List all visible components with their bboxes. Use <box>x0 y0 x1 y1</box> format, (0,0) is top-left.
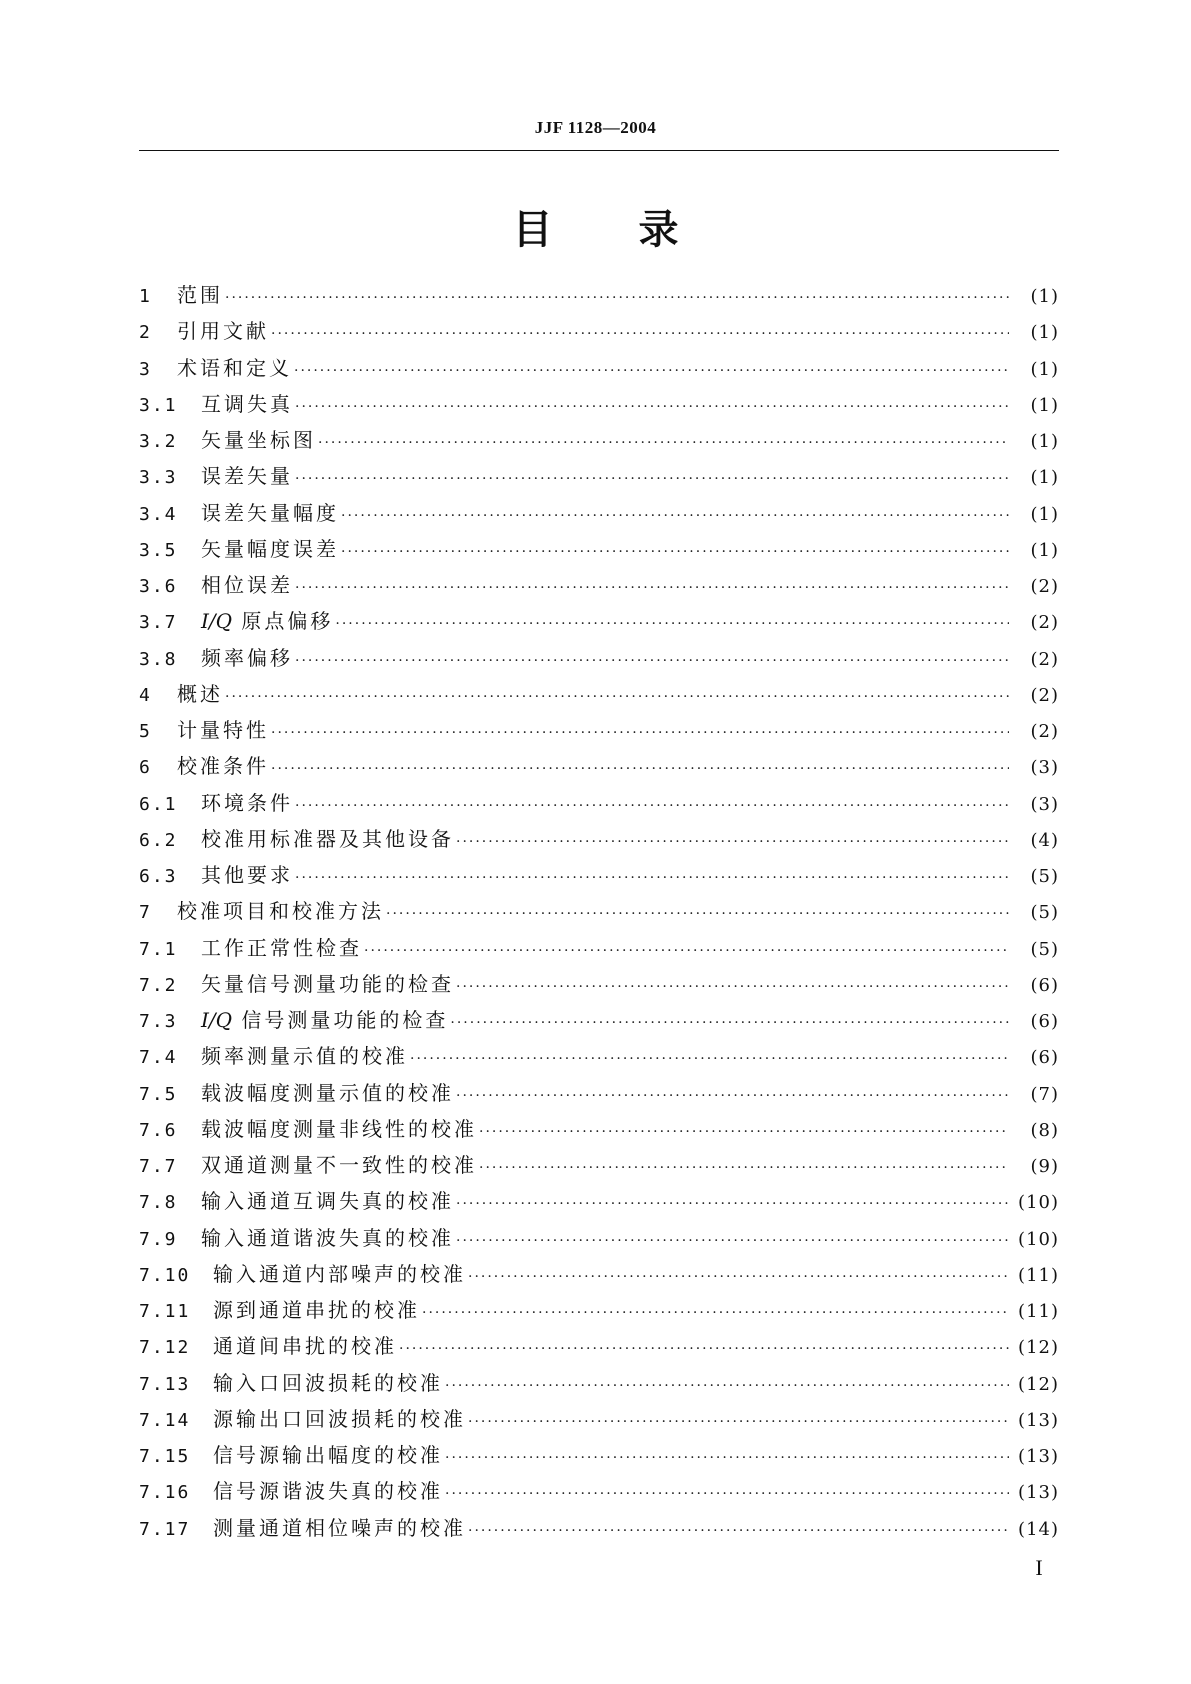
toc-entry-title: 其他要求 <box>201 863 293 887</box>
toc-entry[interactable] <box>139 1510 1059 1546</box>
toc-entry-page: (2) <box>1030 576 1059 597</box>
toc-entry-title: 载波幅度测量示值的校准 <box>201 1080 454 1105</box>
page-folio: I <box>1035 1555 1043 1580</box>
toc-entry[interactable] <box>139 1147 1059 1183</box>
toc-entry-number: 3.5 <box>139 539 178 561</box>
toc-entry-number: 6.2 <box>139 829 178 851</box>
toc-entry-page: (5) <box>1030 938 1059 960</box>
toc-entry[interactable] <box>139 1437 1059 1473</box>
toc-entry-title: 矢量幅度误差 <box>201 536 339 561</box>
toc-entry-page: (4) <box>1030 829 1059 851</box>
toc-entry[interactable] <box>139 676 1059 712</box>
toc-entry[interactable] <box>139 1183 1059 1219</box>
toc-dot-leader <box>386 896 1009 932</box>
toc-entry-title: 信号源输出幅度的校准 <box>213 1443 443 1467</box>
toc-entry-number: 3.1 <box>139 394 178 416</box>
toc-entry-page: (1) <box>1030 394 1059 416</box>
toc-entry-title: 误差矢量 <box>201 464 293 489</box>
toc-entry-title: 矢量信号测量功能的检查 <box>201 971 454 996</box>
toc-dot-leader <box>456 1186 1009 1222</box>
toc-entry-title: 源到通道串扰的校准 <box>213 1298 420 1322</box>
toc-entry-page: (13) <box>1018 1409 1059 1431</box>
toc-dot-leader <box>271 316 1009 352</box>
toc-entry[interactable] <box>139 422 1059 458</box>
toc-entry-page: (7) <box>1030 1083 1059 1105</box>
toc-entry[interactable] <box>139 1365 1059 1401</box>
toc-entry-title: 输入通道内部噪声的校准 <box>213 1261 466 1286</box>
toc-entry-page: (1) <box>1030 322 1059 344</box>
toc-entry-title: 相位误差 <box>201 573 293 597</box>
toc-entry-title: 双通道测量不一致性的校准 <box>201 1153 477 1177</box>
toc-entry[interactable] <box>139 1328 1059 1364</box>
toc-entry[interactable] <box>139 785 1059 821</box>
toc-entry-title-italic: I/Q <box>201 609 233 634</box>
toc-entry-title: 输入通道互调失真的校准 <box>201 1189 454 1214</box>
toc-entry-page: (1) <box>1030 503 1059 525</box>
toc-entry[interactable] <box>139 1292 1059 1328</box>
toc-entry-page: (12) <box>1018 1373 1059 1395</box>
toc-entry-title: 频率测量示值的校准 <box>201 1044 408 1069</box>
toc-entry-page: (11) <box>1018 1264 1059 1286</box>
toc-dot-leader <box>341 534 1009 570</box>
toc-entry[interactable] <box>139 930 1059 966</box>
toc-entry-title <box>201 603 333 639</box>
toc-entry-page: (1) <box>1030 467 1059 489</box>
toc-entry[interactable] <box>139 966 1059 1002</box>
toc-entry-title-italic: I/Q <box>201 1008 233 1032</box>
toc-dot-leader <box>335 606 1009 642</box>
toc-entry-page: (6) <box>1030 974 1059 996</box>
toc-entry[interactable] <box>139 1038 1059 1074</box>
toc-entry-number: 5 <box>139 721 152 742</box>
toc-entry-page: (1) <box>1030 539 1059 561</box>
toc-entry-title: 矢量坐标图 <box>201 428 316 452</box>
toc-entry-number: 7.13 <box>139 1373 191 1395</box>
toc-dot-leader <box>341 498 1009 534</box>
toc-entry-page: (14) <box>1018 1518 1059 1540</box>
toc-dot-leader <box>225 679 1009 715</box>
toc-entry-number: 7.1 <box>139 938 178 960</box>
toc-dot-leader <box>225 280 1009 316</box>
toc-dot-leader <box>399 1331 1009 1367</box>
toc-entry[interactable] <box>139 748 1059 784</box>
toc-entry-title: 引用文献 <box>177 319 269 344</box>
toc-entry-title: 校准条件 <box>177 754 269 779</box>
toc-entry-title: 计量特性 <box>177 718 269 742</box>
toc-dot-leader <box>456 969 1009 1005</box>
toc-dot-leader <box>295 643 1009 679</box>
toc-entry-number: 4 <box>139 684 152 706</box>
toc-entry[interactable] <box>139 531 1059 567</box>
toc-dot-leader <box>445 1440 1009 1476</box>
toc-entry-number: 3.3 <box>139 467 178 489</box>
toc-entry-title: 测量通道相位噪声的校准 <box>213 1515 466 1540</box>
toc-dot-leader <box>295 570 1009 606</box>
toc-entry-title: 频率偏移 <box>201 645 293 670</box>
toc-entry-page: (6) <box>1030 1047 1059 1069</box>
toc-entry-title: 工作正常性检查 <box>201 935 362 960</box>
toc-entry-page: (2) <box>1030 684 1059 706</box>
toc-entry[interactable] <box>139 1256 1059 1292</box>
toc-dot-leader <box>295 788 1009 824</box>
toc-entry-title <box>201 1002 448 1038</box>
toc-dot-leader <box>468 1259 1009 1295</box>
toc-entry-number: 7.5 <box>139 1083 178 1105</box>
toc-entry-number: 7.4 <box>139 1047 178 1069</box>
toc-dot-leader <box>271 751 1009 787</box>
toc-entry[interactable] <box>139 350 1059 386</box>
toc-entry-number: 7.8 <box>139 1192 178 1214</box>
toc-entry-title: 互调失真 <box>201 391 293 416</box>
toc-entry-number: 7 <box>139 902 152 924</box>
toc-entry-number: 7.12 <box>139 1337 191 1359</box>
toc-dot-leader <box>456 824 1009 860</box>
toc-entry[interactable] <box>139 277 1059 313</box>
toc-entry-page: (1) <box>1030 358 1059 380</box>
table-of-contents <box>139 277 1059 1546</box>
toc-entry-page: (6) <box>1030 1011 1059 1032</box>
toc-dot-leader <box>294 353 1009 389</box>
toc-entry[interactable] <box>139 386 1059 422</box>
toc-entry-number: 3 <box>139 358 152 380</box>
toc-dot-leader <box>422 1295 1009 1331</box>
toc-title-char-2: 录 <box>638 207 679 253</box>
toc-entry-number: 7.14 <box>139 1409 191 1431</box>
toc-entry[interactable] <box>139 603 1059 639</box>
toc-dot-leader <box>318 425 1009 461</box>
toc-entry-title: 输入口回波损耗的校准 <box>213 1370 443 1395</box>
toc-entry[interactable] <box>139 821 1059 857</box>
toc-entry-number: 6.1 <box>139 793 178 815</box>
toc-entry[interactable] <box>139 640 1059 676</box>
toc-entry-number: 3.6 <box>139 576 178 597</box>
toc-dot-leader <box>450 1005 1009 1041</box>
toc-entry-number: 7.10 <box>139 1264 191 1286</box>
toc-entry-number: 6.3 <box>139 866 178 887</box>
toc-dot-leader <box>479 1150 1009 1186</box>
toc-dot-leader <box>295 461 1009 497</box>
toc-dot-leader <box>445 1368 1009 1404</box>
toc-entry-page: (5) <box>1030 866 1059 887</box>
toc-entry-page: (3) <box>1030 793 1059 815</box>
toc-entry-title: 信号源谐波失真的校准 <box>213 1479 443 1504</box>
toc-entry-page: (13) <box>1018 1446 1059 1467</box>
toc-entry[interactable] <box>139 567 1059 603</box>
toc-entry-number: 7.7 <box>139 1156 178 1177</box>
toc-entry-title-rest: 信号测量功能的检查 <box>232 1008 449 1032</box>
toc-entry-title: 载波幅度测量非线性的校准 <box>201 1116 477 1141</box>
toc-dot-leader <box>295 860 1009 896</box>
toc-entry[interactable] <box>139 495 1059 531</box>
toc-entry-title: 误差矢量幅度 <box>201 500 339 525</box>
toc-entry[interactable] <box>139 458 1059 494</box>
toc-entry[interactable] <box>139 313 1059 349</box>
toc-entry-page: (5) <box>1030 902 1059 924</box>
toc-dot-leader <box>445 1476 1009 1512</box>
document-code-header: JJF 1128—2004 <box>534 118 657 137</box>
toc-entry-number: 3.8 <box>139 648 178 670</box>
toc-entry[interactable] <box>139 1473 1059 1509</box>
toc-entry[interactable] <box>139 893 1059 929</box>
toc-entry-number: 1 <box>139 286 152 307</box>
toc-entry-page: (10) <box>1018 1192 1059 1214</box>
toc-entry-page: (10) <box>1018 1228 1059 1250</box>
toc-entry-number: 7.2 <box>139 974 178 996</box>
toc-dot-leader <box>456 1223 1009 1259</box>
toc-entry-page: (1) <box>1030 431 1059 452</box>
toc-dot-leader <box>456 1078 1009 1114</box>
toc-entry[interactable] <box>139 712 1059 748</box>
toc-entry-title: 通道间串扰的校准 <box>213 1334 397 1359</box>
toc-dot-leader <box>364 933 1009 969</box>
toc-entry-title: 概述 <box>177 681 223 706</box>
toc-entry-title-rest: 原点偏移 <box>232 609 334 634</box>
toc-entry-title: 校准用标准器及其他设备 <box>201 826 454 851</box>
toc-entry-number: 3.2 <box>139 431 178 452</box>
toc-entry-title: 校准项目和校准方法 <box>177 899 384 924</box>
toc-dot-leader <box>468 1513 1009 1549</box>
toc-entry-page: (13) <box>1018 1482 1059 1504</box>
toc-entry-page: (3) <box>1030 757 1059 779</box>
toc-dot-leader <box>271 715 1009 751</box>
toc-entry-number: 6 <box>139 757 152 779</box>
toc-entry-page: (1) <box>1030 286 1059 307</box>
toc-entry[interactable] <box>139 1220 1059 1256</box>
toc-entry[interactable] <box>139 857 1059 893</box>
toc-dot-leader <box>410 1041 1009 1077</box>
toc-entry-title: 环境条件 <box>201 790 293 815</box>
toc-title-char-1: 目 <box>512 207 553 253</box>
toc-entry-number: 7.6 <box>139 1119 178 1141</box>
toc-entry-page: (12) <box>1018 1337 1059 1359</box>
toc-entry-title: 范围 <box>177 283 223 307</box>
toc-entry-title: 术语和定义 <box>177 355 292 380</box>
toc-entry-number: 7.11 <box>139 1301 191 1322</box>
toc-entry-number: 7.16 <box>139 1482 191 1504</box>
toc-entry[interactable] <box>139 1075 1059 1111</box>
toc-dot-leader <box>479 1114 1009 1150</box>
toc-dot-leader <box>468 1404 1009 1440</box>
toc-entry-number: 7.17 <box>139 1518 191 1540</box>
toc-entry-number: 7.15 <box>139 1446 191 1467</box>
toc-entry-title: 输入通道谐波失真的校准 <box>201 1225 454 1250</box>
toc-entry-page: (2) <box>1030 612 1059 634</box>
toc-entry-page: (8) <box>1030 1119 1059 1141</box>
toc-entry[interactable] <box>139 1401 1059 1437</box>
toc-title <box>0 198 1191 255</box>
toc-entry-number: 3.7 <box>139 612 178 634</box>
toc-entry-page: (11) <box>1018 1301 1059 1322</box>
toc-entry[interactable] <box>139 1002 1059 1038</box>
toc-entry-page: (2) <box>1030 721 1059 742</box>
toc-entry-number: 7.3 <box>139 1011 178 1032</box>
toc-entry-page: (9) <box>1030 1156 1059 1177</box>
toc-dot-leader <box>295 389 1009 425</box>
toc-entry-title: 源输出口回波损耗的校准 <box>213 1406 466 1431</box>
toc-entry[interactable] <box>139 1111 1059 1147</box>
toc-entry-page: (2) <box>1030 648 1059 670</box>
toc-entry-number: 7.9 <box>139 1228 178 1250</box>
header-rule <box>139 150 1059 151</box>
toc-entry-number: 2 <box>139 322 152 344</box>
toc-entry-number: 3.4 <box>139 503 178 525</box>
